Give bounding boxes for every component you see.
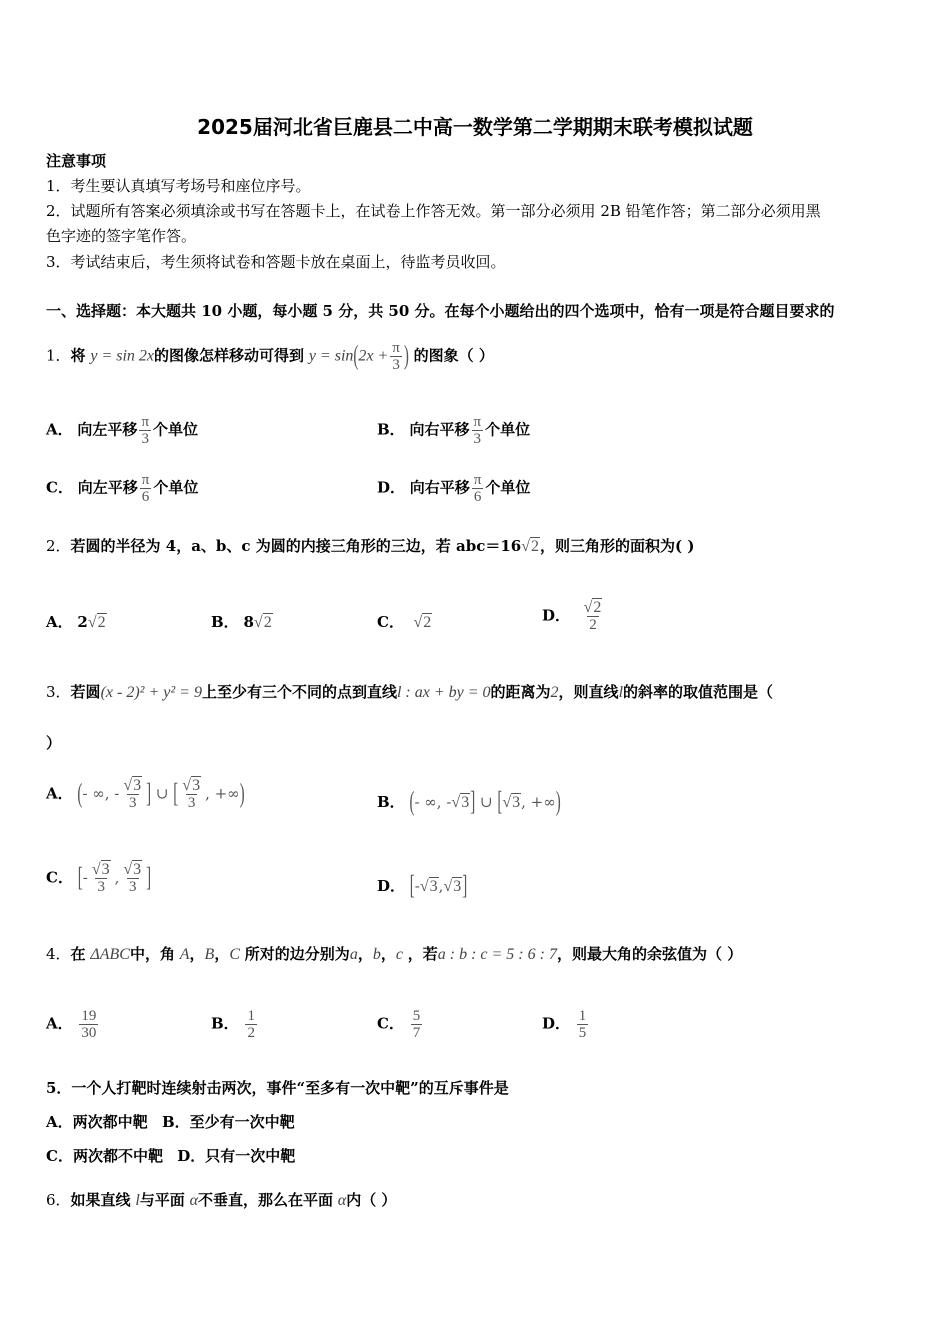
- numerator: 1: [578, 1008, 587, 1024]
- note-1: 1．考生要认真填写考场号和座位序号。: [46, 177, 311, 195]
- question-4: [46, 944, 742, 965]
- q3-option-c: [46, 862, 151, 895]
- paren-right: ): [403, 342, 409, 371]
- denominator: 6: [473, 489, 482, 505]
- fraction: [180, 778, 203, 811]
- option-text: 向左平移: [77, 420, 138, 439]
- option-value: 两次都不中靶: [72, 1147, 163, 1165]
- sqrt: √3: [502, 794, 521, 811]
- q1-option-a: [46, 414, 198, 447]
- q3-formula-2: l : ax + by = 0: [396, 684, 491, 701]
- fraction: [390, 340, 402, 373]
- fraction: [90, 862, 113, 895]
- denominator: 7: [412, 1025, 421, 1041]
- fraction: [245, 1008, 257, 1041]
- q4-side-c: c: [395, 946, 403, 963]
- q2-tail: ，则三角形的面积为( ): [540, 537, 695, 555]
- separator: ，: [214, 945, 230, 963]
- q4-angle-a: A: [179, 946, 190, 963]
- q2-option-d: [542, 600, 606, 633]
- option-unit: 个单位: [153, 420, 199, 439]
- q4-side-a: a: [349, 946, 358, 963]
- option-label: C．: [46, 478, 73, 497]
- denominator: 6: [141, 489, 150, 505]
- radicand: 3: [453, 878, 462, 895]
- fraction: [472, 472, 484, 505]
- q3-formula-1: (x - 2)² + y² = 9: [100, 684, 202, 701]
- option-label: D．: [542, 1014, 571, 1033]
- denominator: 2: [247, 1025, 255, 1041]
- option-value: 两次都中靶: [72, 1113, 148, 1131]
- q3-text-1: 若圆: [70, 683, 101, 701]
- option-label: D．: [377, 877, 406, 895]
- fraction: [411, 1008, 423, 1041]
- sqrt: √3: [419, 878, 438, 895]
- fraction: [121, 778, 144, 811]
- fraction: [79, 1008, 98, 1041]
- union: ∪: [155, 784, 169, 803]
- q2-option-a: [46, 612, 107, 633]
- denominator: 2: [589, 617, 597, 633]
- option-value: 8: [243, 613, 254, 631]
- option-label: C．: [377, 1014, 404, 1033]
- q3-text-4: ，则直线: [558, 683, 619, 701]
- q3-distance: 2: [550, 684, 559, 701]
- sqrt: √2: [583, 599, 602, 616]
- q5-options-cd: [46, 1146, 295, 1166]
- paren-right: ): [239, 780, 245, 809]
- q4-option-b: [211, 1008, 259, 1041]
- radicand: 2: [593, 599, 602, 616]
- q1-text-3: 的图象（ ）: [413, 346, 494, 365]
- numerator: [121, 778, 144, 794]
- bracket-right: ]: [146, 864, 152, 893]
- fraction: [139, 414, 151, 447]
- q5-options-ab: [46, 1112, 295, 1132]
- option-label: B．: [377, 420, 405, 439]
- denominator: 3: [129, 879, 137, 895]
- radicand: 2: [97, 614, 106, 631]
- sqrt: √3: [123, 861, 142, 878]
- q6-number: 6．: [46, 1191, 71, 1209]
- q4-text-5: ，则最大角的余弦值为（ ）: [556, 945, 743, 963]
- numerator: π: [392, 340, 400, 356]
- option-label: D．: [377, 478, 406, 497]
- q3-line: l: [618, 684, 624, 701]
- q1-formula-1: y = sin 2x: [90, 347, 155, 365]
- paren-left: (: [353, 342, 359, 371]
- q3-text-5: 的斜率的取值范围是（: [623, 683, 774, 701]
- q4-number: 4．: [46, 945, 71, 963]
- q3-number: 3．: [46, 683, 71, 701]
- sqrt: √3: [443, 878, 462, 895]
- q4-text-1: 在: [70, 945, 86, 963]
- q4-option-d: [542, 1008, 590, 1041]
- q6-text-4: 内（ ）: [346, 1191, 397, 1209]
- bracket-left: [: [409, 872, 415, 902]
- option-label: C．: [46, 1147, 73, 1165]
- q4-angle-b: B: [204, 946, 215, 963]
- sqrt: √3: [182, 777, 201, 794]
- option-label: A．: [46, 420, 73, 439]
- q1-option-c: [46, 472, 198, 505]
- fraction: [577, 1008, 589, 1041]
- q4-text-2: 中，角: [129, 945, 175, 963]
- q3-option-b: [377, 788, 561, 818]
- q2-number: 2．: [46, 537, 71, 555]
- q4-triangle: ΔABC: [90, 946, 130, 963]
- q6-text-3: 不垂直，那么在平面: [198, 1191, 334, 1209]
- union: ∪: [479, 793, 493, 811]
- numerator: 1: [247, 1008, 255, 1024]
- q2-text: 若圆的半径为 4，a、b、c 为圆的内接三角形的三边，若 abc＝16: [70, 537, 522, 555]
- radicand: 3: [133, 861, 142, 878]
- denominator: 3: [392, 357, 400, 373]
- radicand: 3: [512, 794, 521, 811]
- q1-formula-2b: 2x +: [358, 347, 389, 365]
- option-label: B．: [161, 1113, 190, 1131]
- bracket-right: ]: [462, 872, 468, 902]
- option-label: C．: [377, 613, 404, 631]
- radicand: 2: [263, 614, 272, 631]
- notes-heading: 注意事项: [46, 152, 107, 170]
- q6-plane: α: [337, 1192, 347, 1209]
- option-label: B．: [211, 613, 239, 631]
- sqrt: √2: [521, 538, 539, 555]
- paren-left: (: [409, 788, 415, 818]
- radicand: 2: [531, 538, 539, 555]
- option-label: A．: [46, 784, 73, 803]
- option-unit: 个单位: [485, 478, 531, 497]
- radicand: 3: [429, 878, 438, 895]
- option-label: D．: [177, 1147, 206, 1165]
- note-2-cont: 色字迹的签字笔作答。: [46, 227, 197, 245]
- q1-option-b: [377, 414, 530, 447]
- note-3: 3．考试结束后，考生须将试卷和答题卡放在桌面上，待监考员收回。: [46, 253, 506, 271]
- numerator: [582, 600, 605, 616]
- numerator: [121, 862, 144, 878]
- fraction: [121, 862, 144, 895]
- q1-formula-2a: y = sin: [308, 347, 354, 365]
- q3-text-3: 的距离为: [490, 683, 551, 701]
- option-label: A．: [46, 613, 73, 631]
- comma: ,: [114, 868, 120, 887]
- radicand: 2: [423, 614, 432, 631]
- q4-angle-c: C: [229, 946, 241, 963]
- option-unit: 个单位: [485, 420, 531, 439]
- q3-text-2: 上至少有三个不同的点到直线: [201, 683, 397, 701]
- q3-option-d: [377, 872, 468, 902]
- sqrt: √2: [413, 614, 432, 631]
- numerator: π: [473, 414, 482, 430]
- page-title: 2025届河北省巨鹿县二中高一数学第二学期期末联考模拟试题: [197, 115, 753, 139]
- numerator: [90, 862, 113, 878]
- q6-text-2: 与平面: [139, 1191, 185, 1209]
- bracket-left: [: [77, 864, 83, 893]
- q4-option-c: [377, 1008, 424, 1041]
- question-2: [46, 536, 694, 557]
- sqrt: √2: [87, 614, 106, 631]
- pos-inf: , +∞: [521, 793, 556, 811]
- note-2: 2．试题所有答案必须填涂或书写在答题卡上，在试卷上作答无效。第一部分必须用 2B 铅笔作答；第二部分必须用黑: [46, 202, 821, 220]
- numerator: [180, 778, 203, 794]
- q3-option-a: [46, 778, 245, 811]
- numerator: π: [141, 472, 150, 488]
- sqrt: √3: [123, 777, 142, 794]
- denominator: 3: [141, 431, 149, 447]
- option-text: 向左平移: [77, 478, 138, 497]
- q4-text-4: ，若: [407, 945, 438, 963]
- numerator: 19: [81, 1008, 97, 1024]
- radicand: 3: [101, 861, 110, 878]
- q2-option-b: [211, 612, 273, 633]
- separator: ，: [380, 945, 396, 963]
- radicand: 3: [461, 794, 470, 811]
- option-value: 2: [77, 613, 88, 631]
- bracket-left: [: [497, 788, 503, 818]
- option-label: C．: [46, 868, 73, 887]
- denominator: 3: [129, 795, 137, 811]
- q4-ratio: a : b : c = 5 : 6 : 7: [437, 946, 557, 963]
- sqrt: √3: [451, 794, 470, 811]
- option-unit: 个单位: [153, 478, 199, 497]
- option-text: 向右平移: [409, 420, 470, 439]
- question-3: [46, 682, 773, 703]
- bracket-right: ]: [470, 788, 476, 818]
- option-value: 只有一次中靶: [205, 1147, 296, 1165]
- separator: ，: [357, 945, 373, 963]
- q1-option-d: [377, 472, 530, 505]
- q1-text-1: 将: [70, 346, 86, 365]
- q2-option-c: [377, 612, 432, 633]
- bracket-right: ]: [146, 780, 152, 809]
- option-label: B．: [211, 1014, 239, 1033]
- neg-inf: - ∞, -: [414, 793, 452, 811]
- q6-plane: α: [189, 1192, 198, 1209]
- numerator: π: [141, 414, 150, 430]
- q4-option-a: [46, 1008, 100, 1041]
- q4-text-3: 所对的边分别为: [244, 945, 350, 963]
- separator: ，: [189, 945, 205, 963]
- radicand: 3: [133, 777, 142, 794]
- minus: -: [82, 868, 88, 887]
- option-label: A．: [46, 1014, 73, 1033]
- denominator: 30: [81, 1025, 97, 1041]
- pos-inf: , +∞: [205, 784, 240, 803]
- q1-text-2: 的图像怎样移动可得到: [154, 346, 305, 365]
- section-heading: 一、选择题：本大题共 10 小题，每小题 5 分，共 50 分。在每个小题给出的四个选项中，恰有一项是符合题目要求的: [46, 302, 835, 320]
- option-label: A．: [46, 1113, 73, 1131]
- paren-right: ): [555, 788, 561, 818]
- sqrt: √3: [91, 861, 110, 878]
- fraction: [582, 600, 605, 633]
- sqrt: √2: [253, 614, 272, 631]
- option-value: 至少有一次中靶: [189, 1113, 295, 1131]
- question-6: [46, 1190, 396, 1211]
- radicand: 3: [192, 777, 201, 794]
- denominator: 3: [97, 879, 105, 895]
- q6-line: l: [135, 1192, 140, 1209]
- comma: ,: [438, 877, 444, 895]
- neg-inf: - ∞, -: [82, 784, 120, 803]
- question-1: [46, 340, 494, 373]
- bracket-left: [: [173, 780, 179, 809]
- option-text: 向右平移: [409, 478, 470, 497]
- minus: -: [414, 877, 420, 895]
- paren-left: (: [77, 780, 83, 809]
- fraction: [140, 472, 152, 505]
- option-label: B．: [377, 793, 405, 811]
- question-5: 5．一个人打靶时连续射击两次，事件“至多有一次中靶”的互斥事件是: [46, 1079, 509, 1097]
- option-label: D．: [542, 606, 571, 625]
- q3-close: ）: [46, 734, 62, 752]
- denominator: 3: [473, 431, 482, 447]
- numerator: 5: [412, 1008, 421, 1024]
- fraction: [471, 414, 483, 447]
- q4-side-b: b: [372, 946, 381, 963]
- q1-number: 1．: [46, 346, 71, 365]
- q6-text-1: 如果直线: [70, 1191, 131, 1209]
- denominator: 5: [578, 1025, 587, 1041]
- numerator: π: [473, 472, 482, 488]
- denominator: 3: [187, 795, 196, 811]
